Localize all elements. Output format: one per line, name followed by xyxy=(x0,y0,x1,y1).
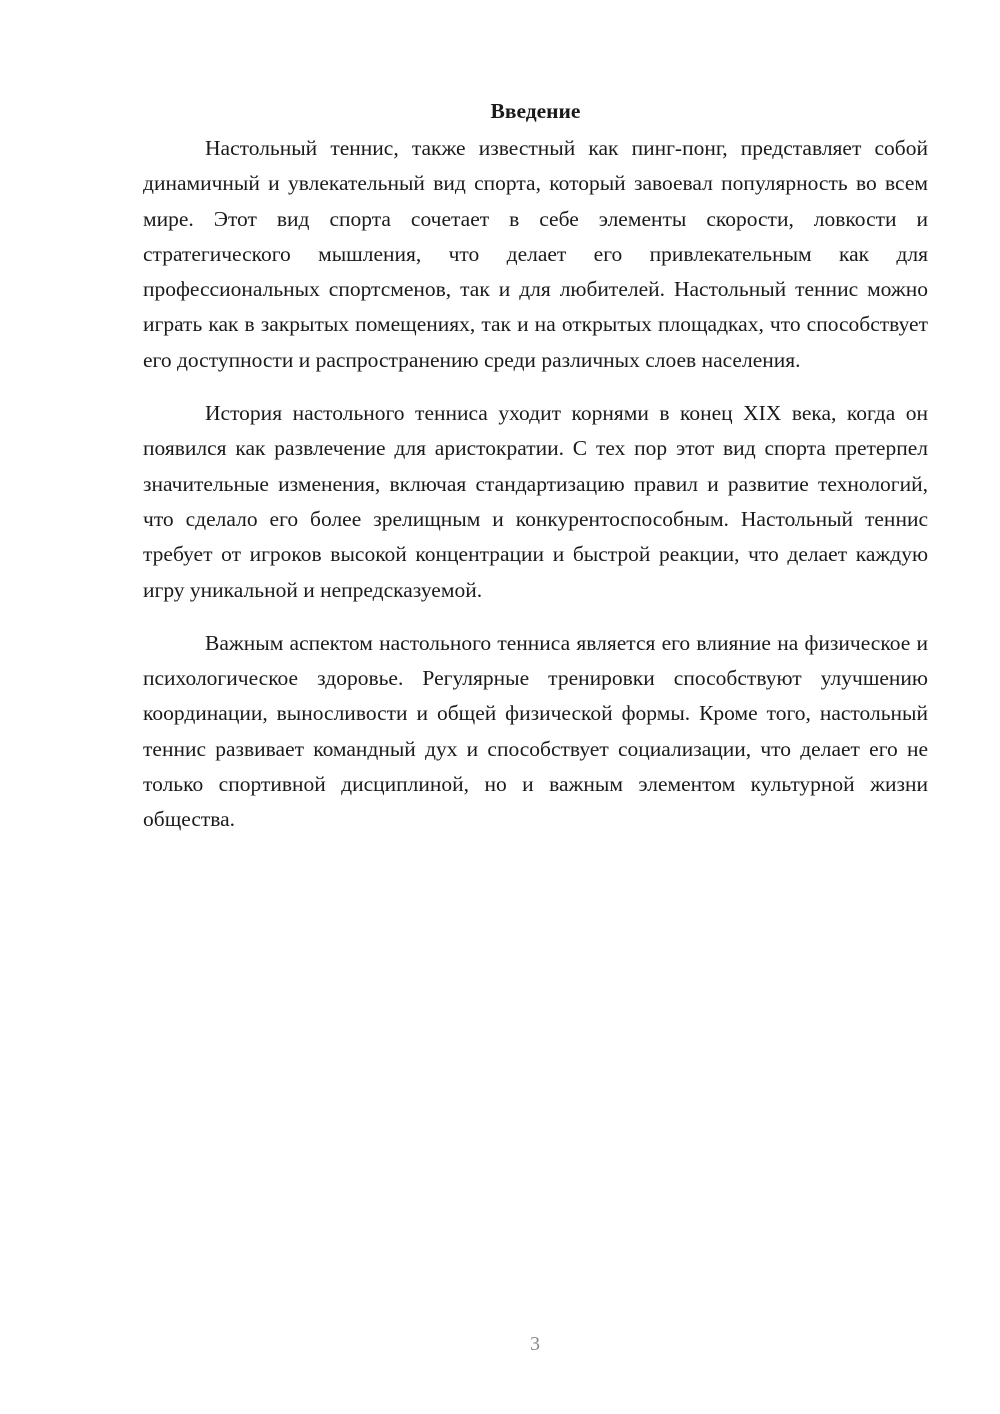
paragraph-3: Важным аспектом настольного тенниса является его влияние на физическое и психологическое здоровье. Регулярные тренировки способствуют улучшению координации, выносливости и общей физической формы. Кроме того, настольный теннис развивает командный дух и способствует социализации, что делает его не только спортивной дисциплиной, но и важным элементом культурной жизни общества. xyxy=(143,630,928,832)
paragraph-1: Настольный теннис, также известный как пинг-понг, представляет собой динамичный и увлекательный вид спорта, который завоевал популярность во всем мире. Этот вид спорта сочетает в себе элементы скорости, ловкости и стратегического мышления, что делает его привлекательным как для профессиональных спортсменов, так и для любителей. Настольный теннис можно играть как в закрытых помещениях, так и на открытых площадках, что способствует его доступности и распространению среди различных слоев населения. xyxy=(143,136,928,372)
page-content xyxy=(143,95,928,856)
page-number: 3 xyxy=(530,1333,540,1355)
section-title: Введение xyxy=(490,99,581,123)
paragraph-2: История настольного тенниса уходит корнями в конец XIX века, когда он появился как развлечение для аристократии. С тех пор этот вид спорта претерпел значительные изменения, включая стандартизацию правил и развитие технологий, что сделало его более зрелищным и конкурентоспособным. Настольный теннис требует от игроков высокой концентрации и быстрой реакции, что делает каждую игру уникальной и непредсказуемой. xyxy=(143,401,928,602)
